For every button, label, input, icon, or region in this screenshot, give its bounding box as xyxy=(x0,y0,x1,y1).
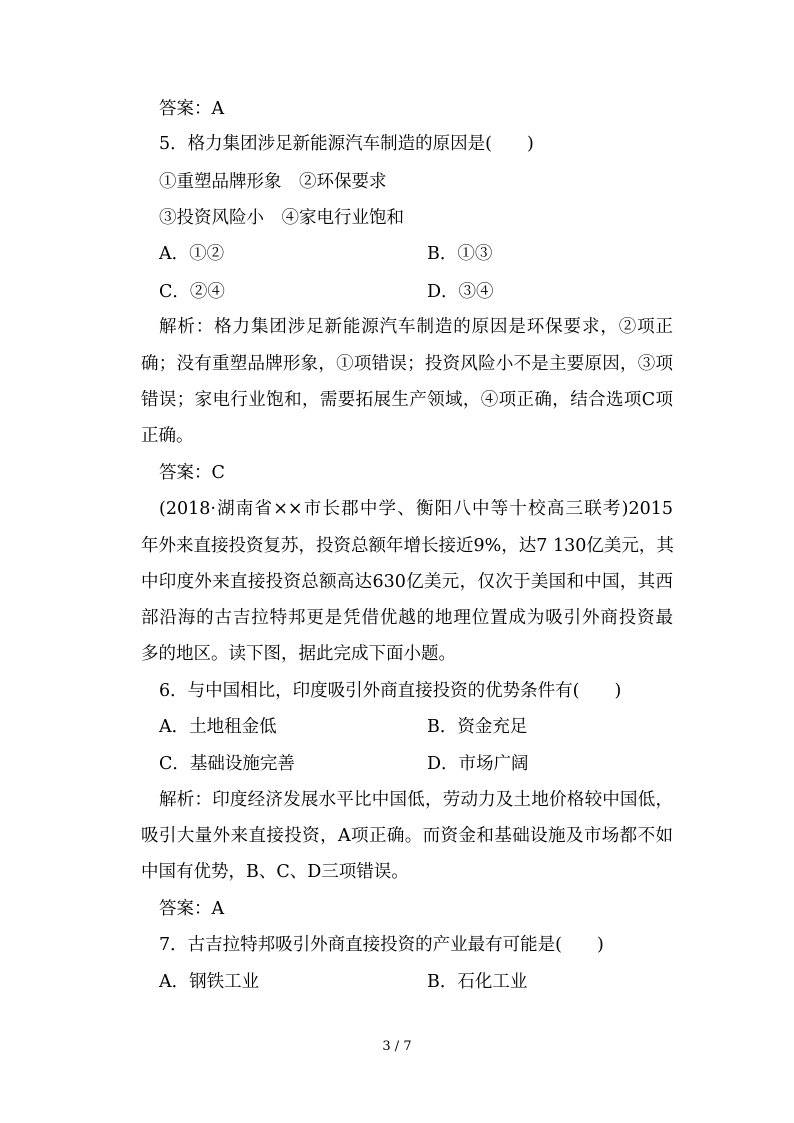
question-6: 6．与中国相比，印度吸引外商直接投资的优势条件有( ) xyxy=(159,681,622,701)
intro-line: 年外来直接投资复苏，投资总额年增长接近9%，达7 130亿美元，其 xyxy=(141,536,674,556)
explanation-line: 解析：印度经济发展水平比中国低，劳动力及土地价格较中国低， xyxy=(159,790,673,810)
option-c: C．②④ xyxy=(159,282,225,302)
answer-line: 答案：C xyxy=(159,463,225,483)
option-c: C．基础设施完善 xyxy=(159,754,295,774)
explanation-line: 中国有优势，B、C、D三项错误。 xyxy=(141,862,409,882)
statement-line: ③投资风险小 ④家电行业饱和 xyxy=(159,208,404,228)
statement-line: ①重塑品牌形象 ②环保要求 xyxy=(159,172,387,192)
option-b: B．①③ xyxy=(427,244,493,264)
intro-line: (2018·湖南省××市长郡中学、衡阳八中等十校高三联考)2015 xyxy=(159,499,673,519)
option-a: A．①② xyxy=(159,244,225,264)
explanation-line: 确；没有重塑品牌形象，①项错误；投资风险小不是主要原因，③项 xyxy=(141,354,673,374)
answer-line: 答案：A xyxy=(159,899,225,919)
explanation-line: 错误；家电行业饱和，需要拓展生产领域，④项正确，结合选项C项 xyxy=(141,390,673,410)
option-a: A．土地租金低 xyxy=(159,717,277,737)
option-b: B．资金充足 xyxy=(427,717,528,737)
option-a: A．钢铁工业 xyxy=(159,972,260,992)
explanation-line: 正确。 xyxy=(141,426,194,446)
explanation-line: 吸引大量外来直接投资，A项正确。而资金和基础设施及市场都不如 xyxy=(141,826,673,846)
answer-line: 答案：A xyxy=(159,99,225,119)
intro-line: 部沿海的古吉拉特邦更是凭借优越的地理位置成为吸引外商投资最 xyxy=(141,608,673,628)
question-7: 7．古吉拉特邦吸引外商直接投资的产业最有可能是( ) xyxy=(159,935,604,955)
page-number: 3 / 7 xyxy=(382,1039,412,1054)
option-b: B．石化工业 xyxy=(427,972,528,992)
explanation-line: 解析：格力集团涉足新能源汽车制造的原因是环保要求，②项正 xyxy=(159,317,673,337)
option-d: D．市场广阔 xyxy=(427,754,529,774)
intro-line: 多的地区。读下图，据此完成下面小题。 xyxy=(141,644,456,664)
intro-line: 中印度外来直接投资总额高达630亿美元，仅次于美国和中国，其西 xyxy=(141,572,673,592)
option-d: D．③④ xyxy=(427,282,494,302)
question-5: 5．格力集团涉足新能源汽车制造的原因是( ) xyxy=(159,134,534,154)
